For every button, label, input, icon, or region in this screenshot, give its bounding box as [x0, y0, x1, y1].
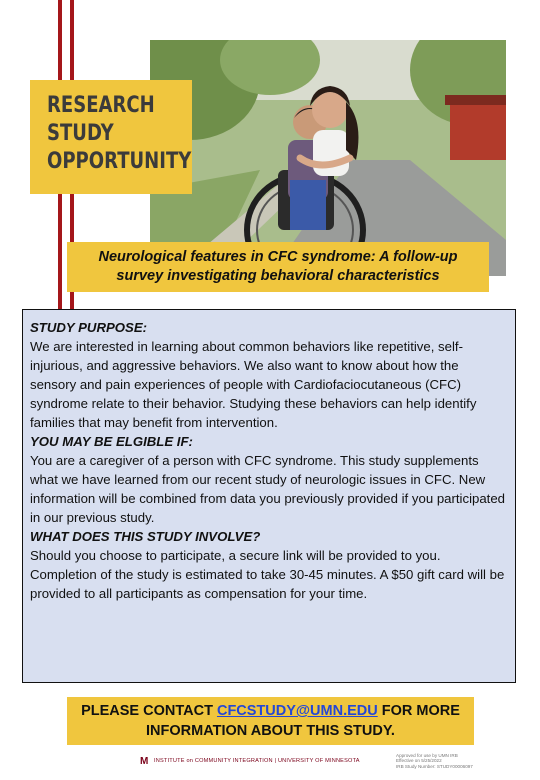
research-opportunity-banner: [30, 80, 192, 194]
study-title-band: [67, 242, 489, 292]
contact-suffix: FOR MORE: [377, 703, 460, 719]
study-title-line-1: Neurological features in CFC syndrome: A follow-up: [98, 249, 458, 265]
institute-name: INSTITUTE on COMMUNITY INTEGRATION | UNIVERSITY OF MINNESOTA: [154, 758, 360, 764]
university-of-minnesota-logo-icon: M: [140, 756, 149, 767]
contact-prefix: PLEASE CONTACT: [81, 703, 217, 719]
section-heading: STUDY PURPOSE:: [30, 320, 148, 335]
section-eligibility: [30, 432, 508, 527]
study-title-line-2: survey investigating behavioral characteristics: [116, 268, 440, 284]
contact-band: [67, 697, 474, 745]
banner-line-study: STUDY: [47, 121, 114, 146]
irb-line-2: Effective on 5/25/2022: [396, 758, 442, 764]
irb-approval-note: [396, 753, 473, 769]
banner-line-opportunity: OPPORTUNITY: [47, 149, 192, 174]
irb-line-3: IRB Study Number: STUDY00006097: [396, 763, 473, 769]
contact-line-2: INFORMATION ABOUT THIS STUDY.: [146, 723, 395, 739]
section-body: We are interested in learning about common behaviors like repetitive, self-injurious, and aggressive behaviors. We also want to know about how the sensory and pain experiences of people with Cardiofaciocutaneous (CFC) syndrome relate to their behavior. Studying these behaviors can help identify families that may benefit from intervention.: [30, 339, 477, 430]
section-heading: WHAT DOES THIS STUDY INVOLVE?: [30, 529, 261, 544]
contact-line-1: [81, 701, 460, 721]
study-details-box: [22, 309, 516, 683]
section-study-purpose: [30, 318, 508, 432]
section-body: You are a caregiver of a person with CFC syndrome. This study supplements what we have learned from our recent study of neurologic issues in CFC. New information will be combined from data you previously provided if you participated in our previous study.: [30, 453, 505, 525]
banner-line-research: RESEARCH: [47, 93, 155, 118]
section-study-involvement: [30, 527, 508, 603]
irb-line-1: Approved for use by UMN IRB: [396, 753, 458, 758]
section-body: Should you choose to participate, a secure link will be provided to you. Completion of the study is estimated to take 30-45 minutes. A $50 gift card will be provided to all participants as compensation for your time.: [30, 548, 505, 601]
footer: [140, 753, 540, 775]
section-heading: YOU MAY BE ELGIBLE IF:: [30, 434, 193, 449]
contact-email-link[interactable]: CFCSTUDY@UMN.EDU: [216, 703, 378, 719]
hero-photo: [150, 40, 506, 276]
hero-photo-illustration: [150, 40, 506, 276]
